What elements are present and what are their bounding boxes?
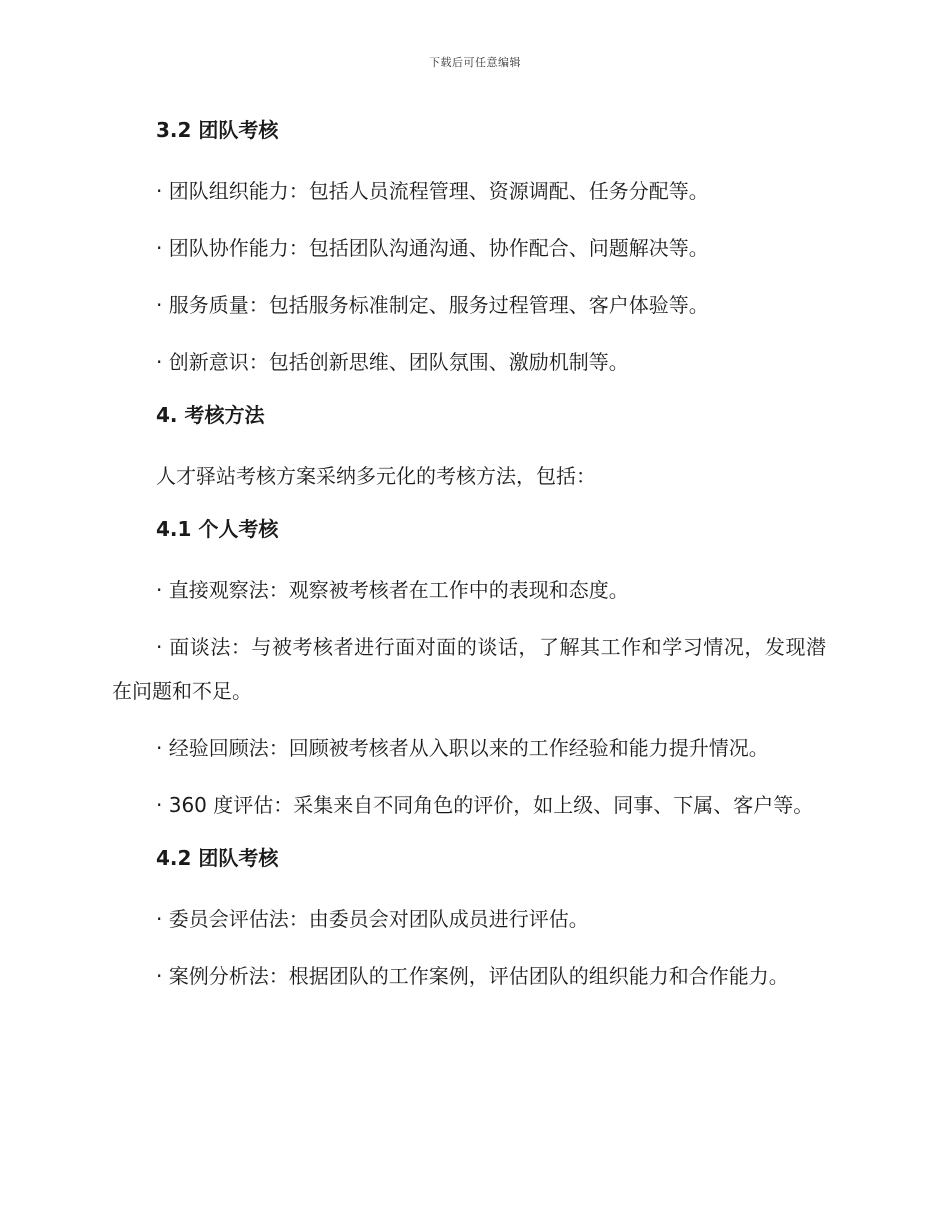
section-heading-4: 4. 考核方法	[156, 403, 265, 427]
paragraph-team-collaboration: · 团队协作能力：包括团队沟通沟通、协作配合、问题解决等。	[156, 236, 709, 260]
section-heading-4-2: 4.2 团队考核	[156, 846, 279, 870]
paragraph-team-organization: · 团队组织能力：包括人员流程管理、资源调配、任务分配等。	[156, 179, 709, 203]
paragraph-innovation: · 创新意识：包括创新思维、团队氛围、激励机制等。	[156, 350, 629, 374]
paragraph-case-analysis: · 案例分析法：根据团队的工作案例，评估团队的组织能力和合作能力。	[156, 964, 789, 988]
paragraph-experience-review: · 经验回顾法：回顾被考核者从入职以来的工作经验和能力提升情况。	[156, 736, 769, 760]
section-heading-3-2: 3.2 团队考核	[156, 118, 279, 142]
document-body	[112, 112, 826, 1011]
paragraph-interview: · 面谈法：与被考核者进行面对面的谈话，了解其工作和学习情况，发现潜在问题和不足。	[112, 635, 826, 703]
paragraph-360-evaluation: · 360 度评估：采集来自不同角色的评价，如上级、同事、下属、客户等。	[156, 793, 814, 817]
page-header-note: 下载后可任意编辑	[429, 56, 521, 69]
paragraph-direct-observation: · 直接观察法：观察被考核者在工作中的表现和态度。	[156, 578, 629, 602]
section-heading-4-1: 4.1 个人考核	[156, 517, 279, 541]
paragraph-methods-intro: 人才驿站考核方案采纳多元化的考核方法，包括：	[156, 464, 596, 488]
paragraph-committee-evaluation: · 委员会评估法：由委员会对团队成员进行评估。	[156, 907, 589, 931]
paragraph-service-quality: · 服务质量：包括服务标准制定、服务过程管理、客户体验等。	[156, 293, 709, 317]
